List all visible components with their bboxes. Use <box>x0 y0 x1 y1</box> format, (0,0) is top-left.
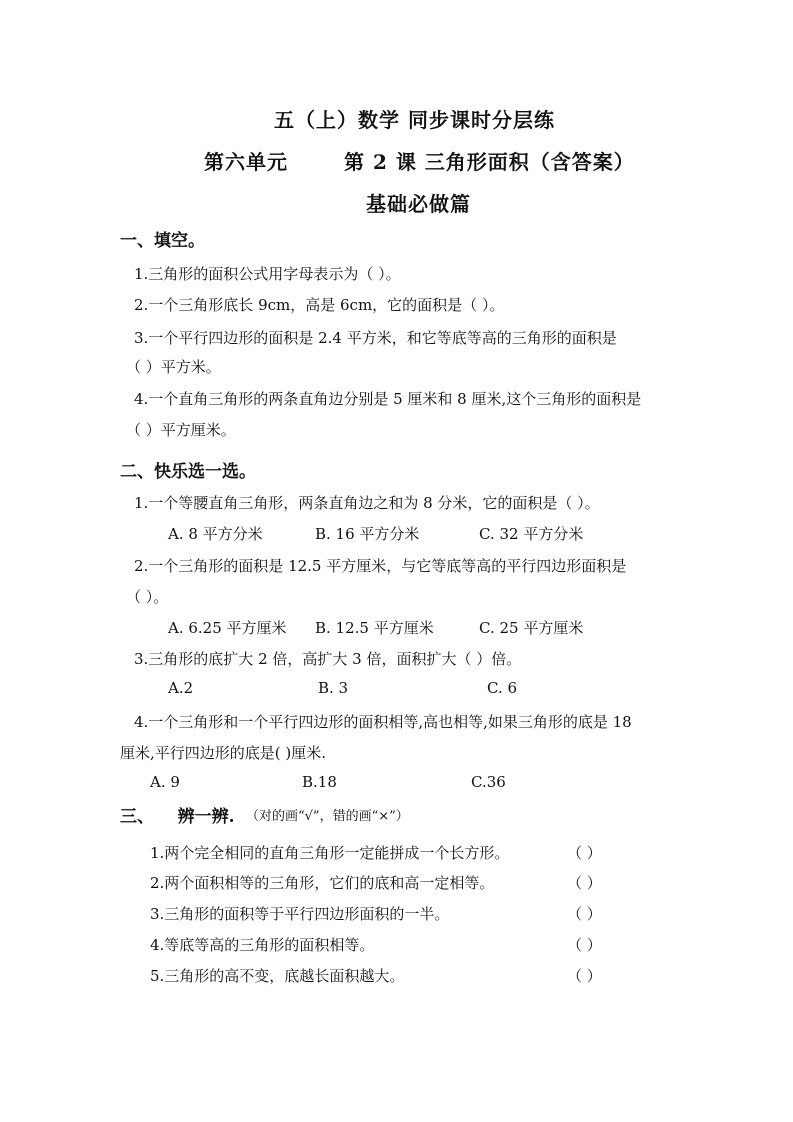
section-heading-multiple-choice: 二、快乐选一选。 <box>120 462 256 482</box>
question-text-continued: 厘米,平行四边形的底是( )厘米. <box>120 744 327 762</box>
option-b: B. 3 <box>318 679 349 697</box>
section-heading-true-false: 三、 辨一辨. <box>120 807 235 827</box>
question-text-continued: （ ）平方米。 <box>126 358 221 376</box>
option-a: A. 6.25 平方厘米 <box>168 619 287 637</box>
question-text: 2.一个三角形底长 9cm，高是 6cm，它的面积是（ ）。 <box>134 296 505 314</box>
question-text: 2.一个三角形的面积是 12.5 平方厘米，与它等底等高的平行四边形面积是 <box>134 557 627 575</box>
answer-blank[interactable]: （ ） <box>567 844 602 862</box>
option-a: A. 8 平方分米 <box>168 525 263 543</box>
level-title: 基础必做篇 <box>366 192 471 216</box>
answer-blank[interactable]: （ ） <box>567 874 602 892</box>
answer-blank[interactable]: （ ） <box>567 967 602 985</box>
statement-text: 4.等底等高的三角形的面积相等。 <box>150 936 375 954</box>
worksheet-title: 五（上）数学 同步课时分层练 <box>274 108 555 132</box>
section-instruction: （对的画“√”，错的画“×”） <box>246 809 409 824</box>
section-heading-fill-blank: 一、填空。 <box>120 231 205 251</box>
question-text: 4.一个三角形和一个平行四边形的面积相等,高也相等,如果三角形的底是 18 <box>134 713 632 731</box>
question-text: 1.一个等腰直角三角形，两条直角边之和为 8 分米，它的面积是（ ）。 <box>134 494 600 512</box>
answer-blank[interactable]: （ ） <box>567 936 602 954</box>
lesson-title: 第 2 课 三角形面积（含答案） <box>344 150 635 174</box>
option-c: C.36 <box>471 773 506 791</box>
statement-text: 3.三角形的面积等于平行四边形面积的一半。 <box>150 905 450 923</box>
statement-text: 1.两个完全相同的直角三角形一定能拼成一个长方形。 <box>150 844 510 862</box>
question-text: 3.一个平行四边形的面积是 2.4 平方米，和它等底等高的三角形的面积是 <box>134 329 617 347</box>
question-text-continued: （ ）平方厘米。 <box>126 421 236 439</box>
option-c: C. 25 平方厘米 <box>479 619 584 637</box>
option-a: A.2 <box>168 679 194 697</box>
question-text: 1.三角形的面积公式用字母表示为（ ）。 <box>134 265 401 283</box>
option-c: C. 6 <box>487 679 518 697</box>
statement-text: 5.三角形的高不变，底越长面积越大。 <box>150 967 405 985</box>
option-c: C. 32 平方分米 <box>479 525 584 543</box>
option-b: B.18 <box>302 773 337 791</box>
option-a: A. 9 <box>150 773 180 791</box>
statement-text: 2.两个面积相等的三角形，它们的底和高一定相等。 <box>150 874 495 892</box>
option-b: B. 16 平方分米 <box>315 525 420 543</box>
unit-label: 第六单元 <box>204 150 288 174</box>
answer-blank[interactable]: （ ） <box>567 905 602 923</box>
question-text: 3.三角形的底扩大 2 倍，高扩大 3 倍，面积扩大（ ）倍。 <box>134 650 522 668</box>
question-text-continued: （ ）。 <box>126 588 169 606</box>
question-text: 4.一个直角三角形的两条直角边分别是 5 厘米和 8 厘米,这个三角形的面积是 <box>134 390 642 408</box>
option-b: B. 12.5 平方厘米 <box>315 619 434 637</box>
